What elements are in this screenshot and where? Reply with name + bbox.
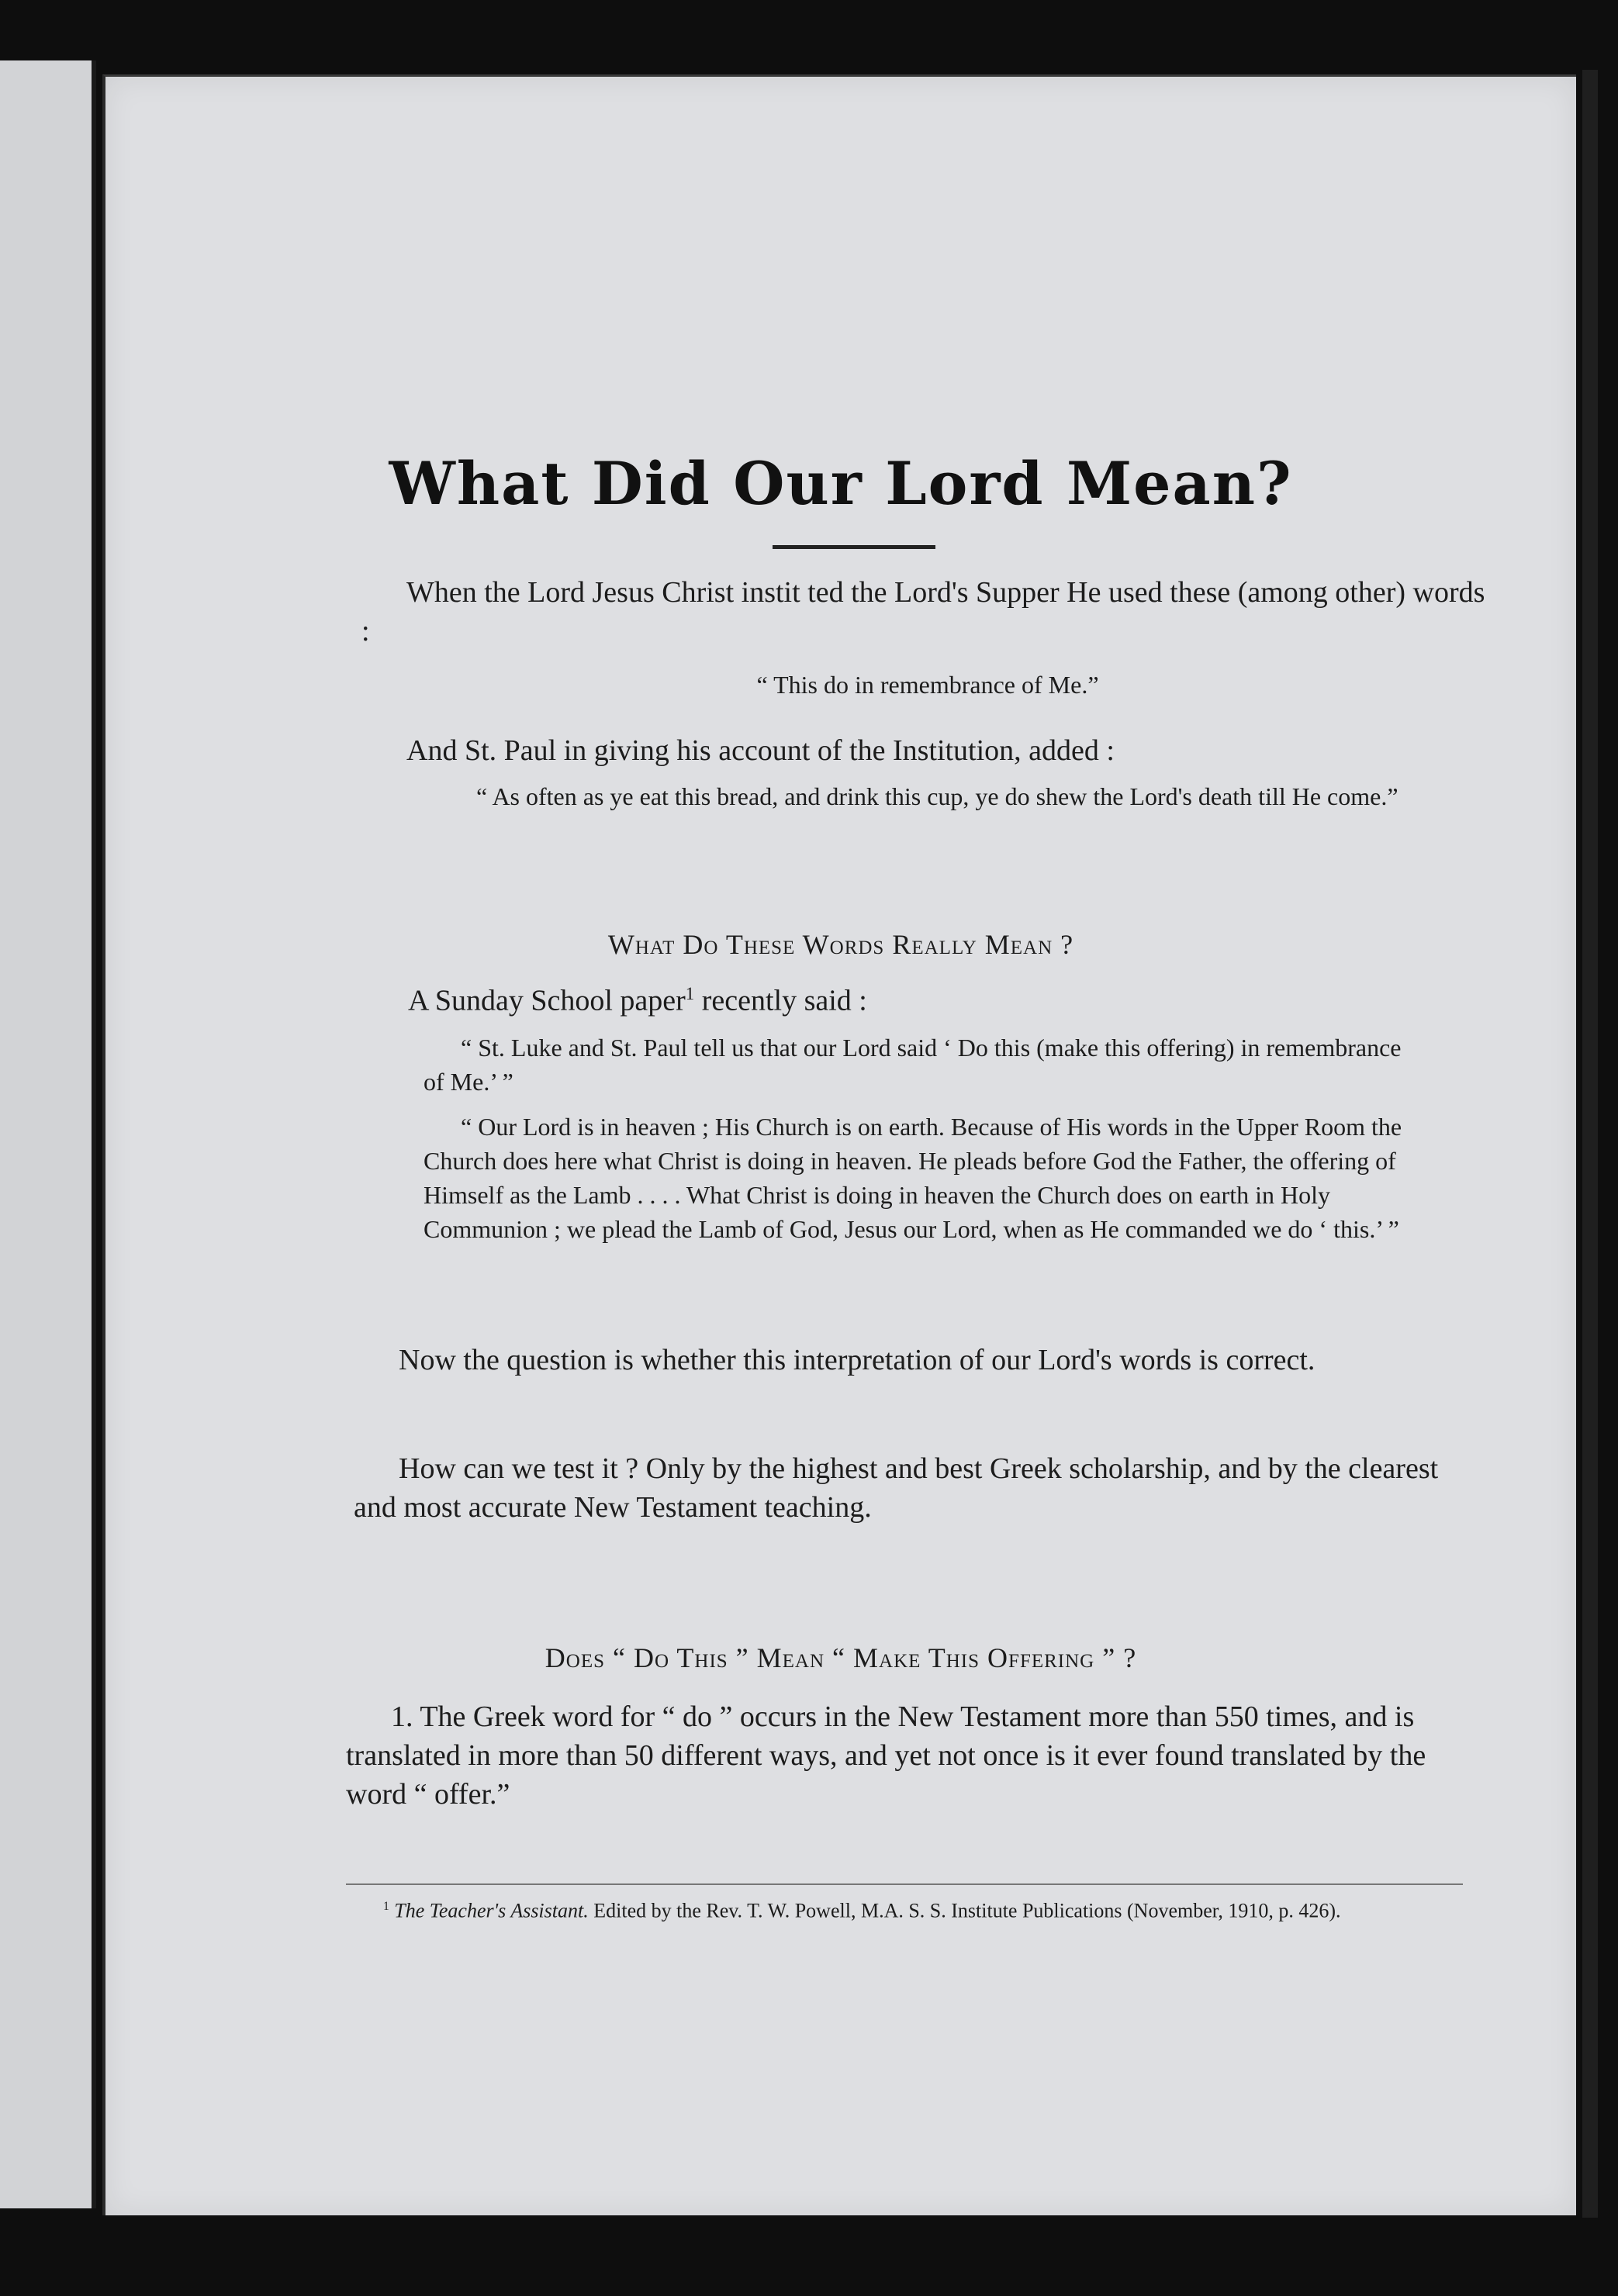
sunday-lead: A Sunday School paper bbox=[408, 984, 686, 1017]
sunday-tail: recently said : bbox=[694, 984, 867, 1017]
quote-our-lord-heaven: “ Our Lord is in heaven ; His Church is on earth. Because of His words in the Upper Room the Church does here what Christ is doing in heaven. He pleads before God the Father, the offering of Himself as the Lamb . . . . What Christ is doing in heaven the Church does on earth in Holy Communion ; we plead the Lamb of God, Jesus our Lord, when as He commanded we do ‘ this.’ ” bbox=[424, 1113, 1402, 1243]
footnote-text: Edited by the Rev. T. W. Powell, M.A. S. S. Institute Publications (November, 1910, p. 426). bbox=[588, 1899, 1341, 1922]
title-rule bbox=[773, 545, 935, 549]
quote-st-luke: “ St. Luke and St. Paul tell us that our Lord said ‘ Do this (make this offering) in remembrance of Me.’ ” bbox=[424, 1034, 1402, 1096]
quote-this-do: “ This do in remembrance of Me.” bbox=[756, 671, 1099, 699]
binding-shadow bbox=[1582, 70, 1598, 2218]
section-heading-offering: Does “ Do This ” Mean “ Make This Offering ” ? bbox=[545, 1642, 1137, 1673]
quote-as-often: “ As often as ye eat this bread, and drink this cup, ye do shew the Lord's death till He come.” bbox=[476, 782, 1398, 810]
question-paragraph: Now the question is whether this interpretation of our Lord's words is correct. bbox=[399, 1344, 1315, 1376]
document-page bbox=[102, 74, 1576, 2215]
intro-paragraph: When the Lord Jesus Christ instit ted the Lord's Supper He used these (among other) words : bbox=[361, 576, 1485, 647]
adjacent-page-edge bbox=[0, 60, 96, 2208]
footnote-rule bbox=[346, 1883, 1463, 1885]
paul-paragraph: And St. Paul in giving his account of the Institution, added : bbox=[406, 734, 1115, 767]
point-one-paragraph: 1. The Greek word for “ do ” occurs in the New Testament more than 550 times, and is translated in more than 50 different ways, and yet not once is it ever found translated by the word “ offer.” bbox=[346, 1700, 1426, 1811]
test-paragraph: How can we test it ? Only by the highest and best Greek scholarship, and by the clearest and most accurate New Testament teaching. bbox=[354, 1452, 1439, 1524]
footnote-ref: 1 bbox=[685, 984, 695, 1003]
sunday-paragraph bbox=[408, 975, 1494, 1020]
footnote-number: 1 bbox=[383, 1900, 389, 1913]
section-heading-words: What Do These Words Really Mean ? bbox=[607, 929, 1074, 960]
page-title: What Did Our Lord Mean? bbox=[389, 449, 1293, 518]
footnote-title: The Teacher's Assistant. bbox=[394, 1899, 589, 1922]
footnote bbox=[346, 1893, 1463, 1925]
